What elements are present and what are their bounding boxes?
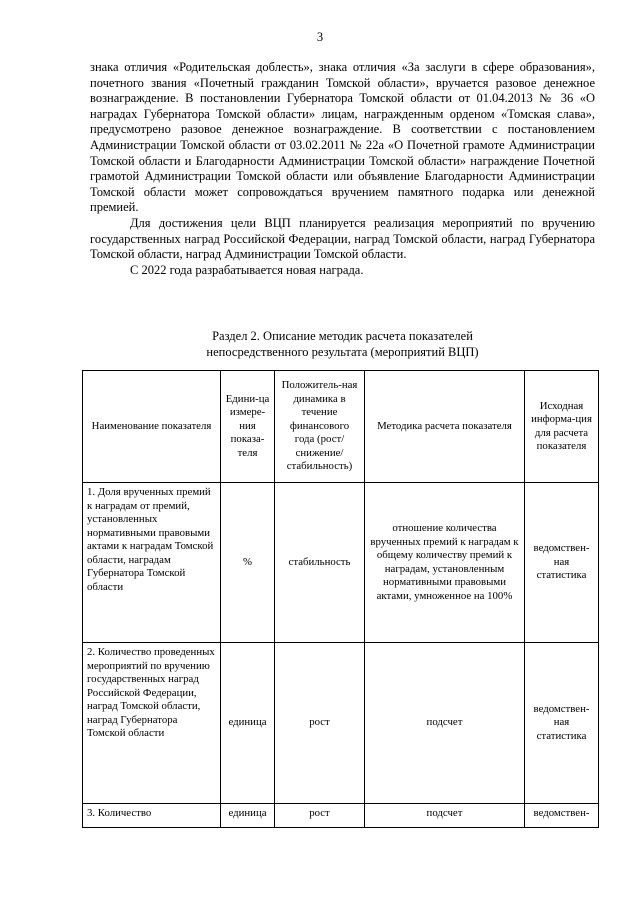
cell-name: 3. Количество [83,804,221,828]
paragraph: знака отличия «Родительская доблесть», знака отличия «За заслуги в сфере образования», почетного звания «Почетный гражданин Томской области», вручается разовое денежное вознаграждение. В постановлении Губернатора Томской области от 01.04.2013 № 36 «О наградах Губернатора Томской области» лицам, награжденным орденом «Томская слава», предусмотрено разовое денежное вознаграждение. В соответствии с постановлением Администрации Томской области от 03.02.2011 № 22а «О Почетной грамоте Администрации Томской области и Благодарности Администрации Томской области» награждение Почетной грамотой Администрации Томской области или объявление Благодарности Администрации Томской области может сопровождаться вручением памятного подарка или денежной премией. [90,60,595,215]
section-title-line: Раздел 2. Описание методик расчета показателей [212,329,473,343]
cell-name: 2. Количество проведенных мероприятий по вручению государственных наград Российской Федерации, наград Томской области, наград Губернатора Томской области [83,643,221,804]
cell-dynamics: стабильность [275,483,365,643]
cell-unit: единица [221,804,275,828]
header-dynamics: Положитель-ная динамика в течение финансового года (рост/ снижение/ стабильность) [275,371,365,483]
cell-name: 1. Доля врученных премий к наградам от премий, установленных нормативными правовыми актами к наградам Томской области, наградам Губернатора Томской области [83,483,221,643]
cell-unit: единица [221,643,275,804]
header-source: Исходная информа-ция для расчета показателя [525,371,599,483]
paragraph: Для достижения цели ВЦП планируется реализация мероприятий по вручению государственных наград Российской Федерации, наград Томской области, наград Губернатора Томской области, наград Администрации Томской области. [90,215,595,262]
table-header-row [83,371,599,483]
body-text [90,60,595,278]
section-title [90,329,595,360]
cell-source: ведомствен-ная статистика [525,483,599,643]
table-row [83,643,599,804]
table-row [83,804,599,828]
header-name: Наименование показателя [83,371,221,483]
cell-method: отношение количества врученных премий к наградам к общему количеству премий к наградам, установленным нормативными правовыми актами, умноженное на 100% [365,483,525,643]
cell-dynamics: рост [275,643,365,804]
cell-unit: % [221,483,275,643]
cell-method: подсчет [365,643,525,804]
cell-source: ведомствен-ная статистика [525,643,599,804]
cell-dynamics: рост [275,804,365,828]
page-number: 3 [316,30,324,44]
cell-source: ведомствен- [525,804,599,828]
paragraph: С 2022 года разрабатывается новая награда. [130,262,364,277]
header-unit: Едини-ца измере-ния показа-теля [221,371,275,483]
indicators-table [82,370,599,828]
table-row [83,483,599,643]
section-title-line: непосредственного результата (мероприятий ВЦП) [206,344,479,359]
header-method: Методика расчета показателя [365,371,525,483]
cell-method: подсчет [365,804,525,828]
